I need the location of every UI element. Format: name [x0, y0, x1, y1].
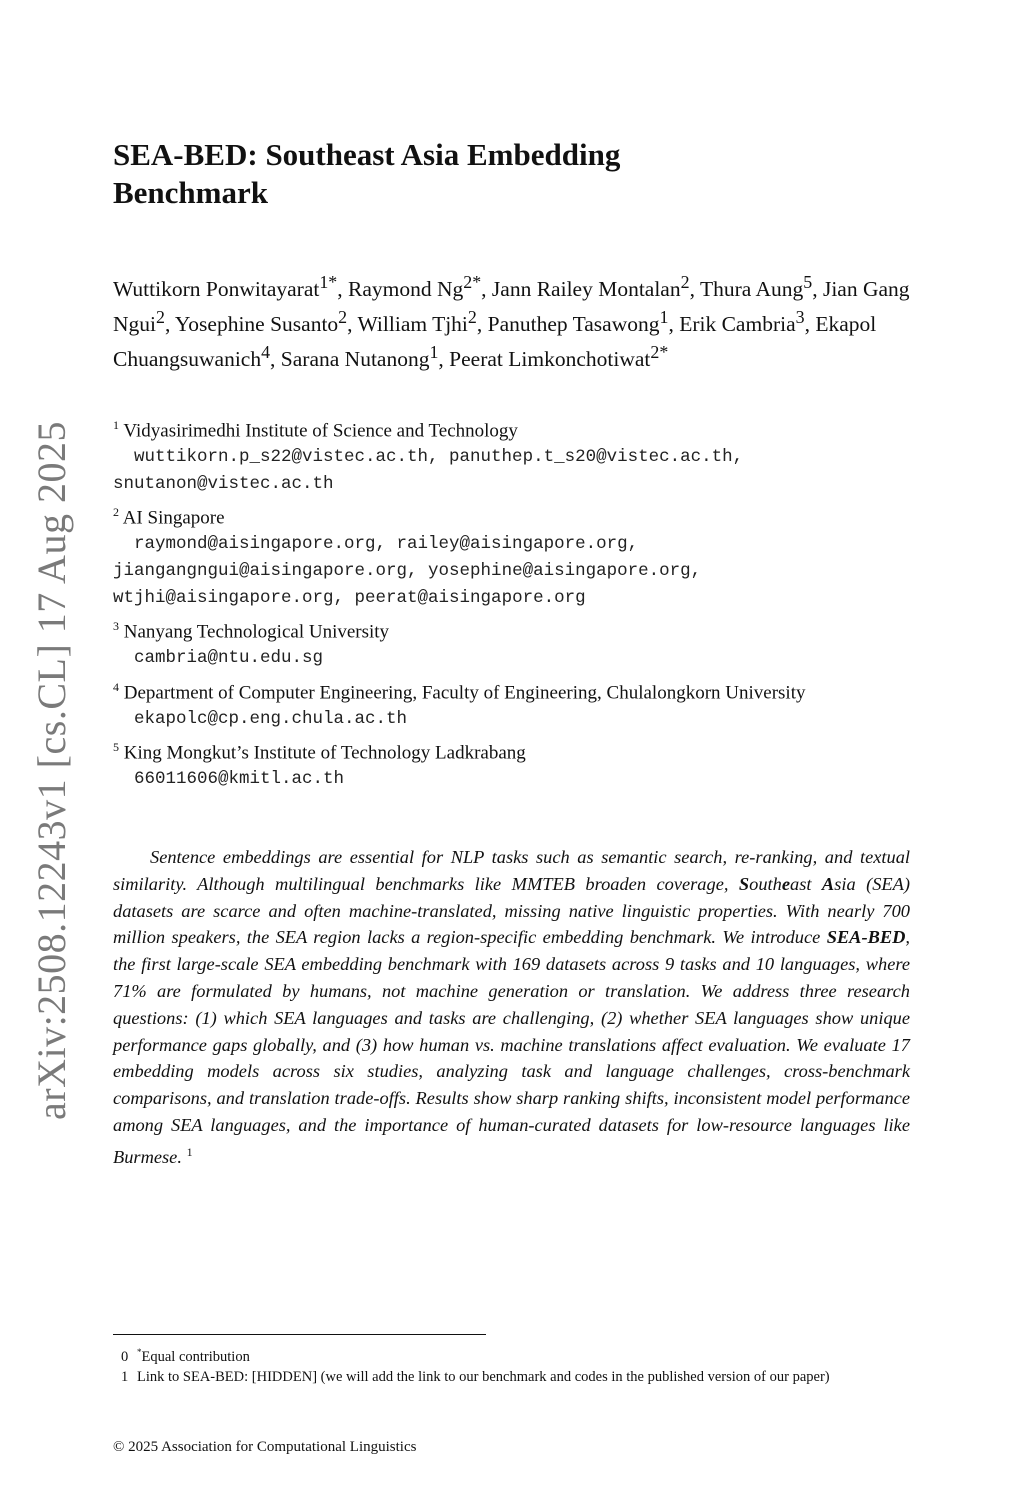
footnote: 0 *Equal contribution: [121, 1347, 250, 1365]
author: Erik Cambria$^3$,: [679, 307, 816, 337]
affiliation: $^2$ AI Singapore raymond@aisingapore.org, railey@aisingapore.org, jiangangngui@aisingapore.org, yosephine@aisingapore.org, wtjhi@aisingapore.org, peerat@aisingapore.org: [113, 499, 913, 612]
email-line: wtjhi@aisingapore.org, peerat@aisingapore.org: [113, 588, 586, 609]
author: William Tjhi$^2$,: [357, 307, 488, 337]
email-line: cambria@ntu.edu.sg: [134, 648, 324, 669]
affiliation: $^3$ Nanyang Technological University cambria@ntu.edu.sg: [113, 613, 913, 672]
author: Jian Gang Ngui$^2$,: [113, 277, 910, 337]
affiliation: $^4$ Department of Computer Engineering, Faculty of Engineering, Chulalongkorn University ekapolc@cp.eng.chula.ac.th: [113, 674, 913, 733]
author: Ekapol Chuangsuwanich$^4$,: [113, 312, 877, 372]
footnote-divider: [113, 1334, 486, 1335]
affiliation-name: Department of Computer Engineering, Faculty of Engineering, Chulalongkorn University: [123, 682, 806, 704]
email-line: wuttikorn.p_s22@vistec.ac.th, panuthep.t_s20@vistec.ac.th,: [134, 447, 744, 468]
author: Raymond $Ng^{2*}$,: [348, 272, 492, 302]
author: Jann Railey Montalan$^2$,: [491, 272, 700, 302]
email-line: jiangangngui@aisingapore.org, yosephine@aisingapore.org,: [113, 561, 702, 582]
affiliation-name: Nanyang Technological University: [123, 621, 390, 643]
affiliation: $^1$ Vidyasirimedhi Institute of Science and Technology wuttikorn.p_s22@vistec.ac.th, panuthep.t_s20@vistec.ac.th, snutanon@vistec.ac.th: [113, 412, 913, 498]
author: Yosephine Susanto$^2$,: [174, 307, 358, 337]
author: Panuthep Tasawong$^1$,: [487, 307, 680, 337]
affiliation: $^5$ King Mongkut’s Institute of Technology Ladkrabang 66011606@kmitl.ac.th: [113, 734, 913, 793]
title-line-1: SEA-BED: Southeast Asia Embedding: [113, 137, 621, 172]
benchmark-name: SEA-BED: [826, 927, 906, 948]
footnote: 1 Link to SEA-BED: [HIDDEN] (we will add the link to our benchmark and codes in the published version of our paper): [121, 1368, 830, 1385]
affiliation-name: King Mongkut’s Institute of Technology Ladkrabang: [123, 742, 526, 764]
affiliation-name: Vidyasirimedhi Institute of Science and Technology: [123, 420, 518, 442]
footnote-marker: 1: [186, 1144, 193, 1159]
email-line: 66011606@kmitl.ac.th: [134, 769, 345, 790]
author: Peerat Limkonchotiwat$^{2*}$: [449, 342, 669, 372]
paper-title: [113, 136, 753, 212]
email-line: snutanon@vistec.ac.th: [113, 474, 334, 495]
title-line-2: Benchmark: [113, 175, 268, 210]
author: Wuttikorn Ponwitayarat$^{1*}$,: [113, 272, 348, 302]
email-line: raymond@aisingapore.org, railey@aisingapore.org,: [134, 534, 639, 555]
affiliation-name: AI Singapore: [122, 507, 225, 529]
author-list: [113, 268, 913, 373]
footnotes: [121, 1342, 921, 1387]
arxiv-identifier: arXiv:2508.12243v1 [cs.CL] 17 Aug 2025: [29, 421, 74, 1120]
author: Sarana Nutanong$^1$,: [280, 342, 450, 372]
abstract: Sentence embeddings are essential for NLP tasks such as semantic search, re-ranking, and textual similarity. Although multilingual benchmarks like MMTEB broaden coverage, Southeast Asia (SEA) datasets are scarce and often machine-translated, missing native linguistic properties. With nearly 700 million speakers, the SEA region lacks a region-specific embedding benchmark. We introduce SEA-BED, the first large-scale SEA embedding benchmark with 169 datasets across 9 tasks and 10 languages, where 71% are formulated by humans, not machine generation or translation. We address three research questions: (1) which SEA languages and tasks are challenging, (2) whether SEA languages show unique performance gaps globally, and (3) how human vs. machine translations affect evaluation. We evaluate 17 embedding models across six studies, analyzing task and language challenges, cross-benchmark comparisons, and translation trade-offs. Results show sharp ranking shifts, inconsistent model performance among SEA languages, and the importance of human-curated datasets for low-resource languages like Burmese. $^1$: [113, 847, 910, 1167]
copyright-notice: © 2025 Association for Computational Linguistics: [113, 1439, 417, 1455]
author: Thura Aung$^5$,: [699, 272, 823, 302]
email-line: ekapolc@cp.eng.chula.ac.th: [134, 709, 408, 730]
